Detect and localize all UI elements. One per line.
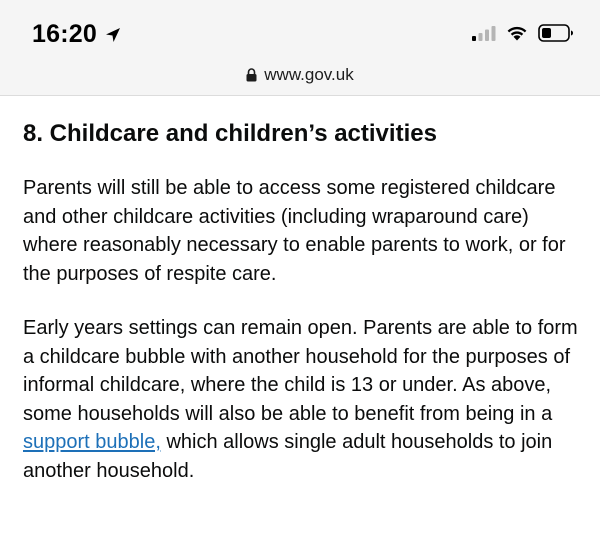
paragraph-early-years bbox=[23, 314, 583, 485]
paragraph-early-years-text-after: which allows single adult households to join another household. bbox=[23, 431, 553, 482]
location-arrow-icon bbox=[104, 26, 122, 44]
support-bubble-link[interactable]: support bubble, bbox=[23, 431, 161, 453]
battery-icon bbox=[538, 24, 574, 42]
address-bar[interactable] bbox=[0, 62, 600, 88]
status-time-group bbox=[32, 20, 122, 49]
address-bar-url: www.gov.uk bbox=[264, 65, 354, 84]
browser-chrome bbox=[0, 0, 600, 96]
wifi-icon bbox=[506, 25, 528, 41]
status-icons bbox=[472, 24, 574, 42]
section-heading: 8. Childcare and children’s activities bbox=[23, 120, 437, 147]
paragraph-childcare-access: Parents will still be able to access some registered childcare and other childcare activities (including wraparound care) where reasonably necessary to enable parents to work, or for the purposes of respite care. bbox=[23, 177, 566, 285]
status-time: 16:20 bbox=[32, 20, 97, 48]
address-bar-content bbox=[246, 65, 353, 85]
paragraph-early-years-text-before: Early years settings can remain open. Parents are able to form a childcare bubble with another household for the purposes of informal childcare, where the child is 13 or under. As above, some households will also be able to benefit from being in a bbox=[23, 317, 578, 425]
status-bar bbox=[0, 0, 600, 64]
cellular-signal-icon bbox=[472, 25, 496, 41]
lock-icon bbox=[246, 68, 257, 82]
article-content bbox=[23, 118, 583, 511]
